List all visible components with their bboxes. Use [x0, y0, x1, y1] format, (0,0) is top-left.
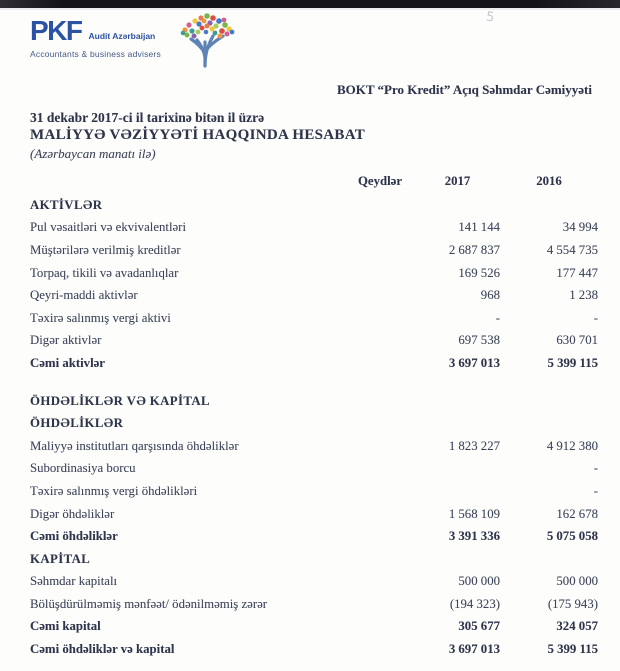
pkf-wordmark: PKF	[30, 15, 82, 46]
total-row	[0, 352, 620, 375]
total-row	[0, 525, 620, 548]
value-2017: 169 526	[458, 265, 500, 280]
row-label: Cəmi öhdəliklər və kapital	[30, 642, 175, 657]
value-2016: 1 238	[569, 288, 598, 303]
total-row	[0, 638, 620, 661]
value-2016: 4 912 380	[546, 438, 598, 453]
value-2016: -	[593, 461, 598, 476]
row-label: Pul vəsaitləri və ekvivalentləri	[30, 220, 186, 235]
row-label: Qeyri-maddi aktivlər	[30, 288, 138, 303]
pkf-tagline: Accountants & business advisers	[30, 49, 161, 59]
table-row	[0, 503, 620, 526]
pkf-logo-block	[0, 0, 620, 73]
value-2016: 630 701	[556, 333, 598, 348]
pkf-division-label: Audit Azərbaijan	[88, 31, 156, 41]
row-label: Digər öhdəliklər	[30, 506, 115, 521]
value-2017: 3 697 013	[448, 642, 500, 657]
row-label: KAPİTAL	[30, 551, 91, 566]
column-header-2016: 2016	[536, 174, 562, 188]
value-2017: 1 823 227	[448, 438, 500, 453]
row-label: Təxirə salınmış vergi aktivi	[30, 310, 171, 325]
value-2016: 162 678	[556, 506, 598, 521]
value-2016: -	[593, 310, 598, 325]
column-header-notes: Qeydlər	[357, 174, 403, 188]
table-row	[0, 480, 620, 503]
statement-body	[0, 194, 620, 661]
table-row	[0, 217, 620, 240]
pencil-mark: 5	[485, 9, 496, 26]
value-2017: 141 144	[458, 220, 500, 235]
row-label: Cəmi kapital	[30, 619, 101, 634]
statement-period: 31 dekabr 2017-ci il tarixinə bitən il üzrə	[30, 110, 265, 125]
value-2016: 4 554 735	[546, 242, 598, 257]
total-row	[0, 616, 620, 639]
section-header	[0, 412, 620, 435]
value-2017: 3 391 336	[448, 529, 500, 544]
table-row	[0, 262, 620, 285]
table-column-headers	[0, 173, 620, 190]
statement-title-block	[0, 109, 620, 162]
table-row	[0, 571, 620, 594]
statement-title: MALİYYƏ VƏZİYYƏTİ HAQQINDA HESABAT	[30, 127, 366, 143]
table-row	[0, 330, 620, 353]
statement-currency-note: (Azərbaycan manatı ilə)	[30, 146, 156, 161]
row-label: AKTİVLƏR	[30, 197, 103, 212]
row-label: Subordinasiya borcu	[30, 461, 136, 476]
value-2017: 305 677	[458, 619, 500, 634]
table-row	[0, 435, 620, 458]
row-label: Maliyyə institutları qarşısında öhdəliklər	[30, 438, 239, 453]
section-header	[0, 548, 620, 571]
value-2016: 324 057	[556, 619, 598, 634]
company-name: BOKT “Pro Kredit” Açıq Səhmdar Cəmiyyəti	[336, 82, 592, 97]
table-row	[0, 593, 620, 616]
tree-logo-icon	[177, 12, 239, 73]
value-2017: -	[495, 310, 500, 325]
row-label: ÖHDƏLİKLƏR VƏ KAPİTAL	[30, 393, 210, 408]
value-2016: -	[593, 483, 598, 498]
value-2016: (175 943)	[547, 596, 598, 611]
value-2017: 697 538	[458, 333, 500, 348]
row-label: ÖHDƏLİKLƏR	[30, 416, 124, 431]
row-label: Cəmi öhdəliklər	[30, 529, 118, 544]
row-label: Bölüşdürülməmiş mənfəət/ ödənilməmiş zərər	[30, 596, 268, 611]
row-label: Səhmdar kapitalı	[30, 574, 118, 589]
value-2017: 968	[480, 288, 500, 303]
table-row	[0, 458, 620, 481]
value-2017: 500 000	[458, 574, 500, 589]
row-label: Müştərilərə verilmiş kreditlər	[30, 242, 181, 257]
section-header	[0, 194, 620, 217]
table-row	[0, 284, 620, 307]
row-label: Digər aktivlər	[30, 333, 102, 348]
row-label: Təxirə salınmış vergi öhdəlikləri	[30, 483, 198, 498]
pkf-logo	[30, 15, 161, 59]
table-row	[0, 239, 620, 262]
table-row	[0, 307, 620, 330]
value-2017: 1 568 109	[448, 506, 500, 521]
row-label: Cəmi aktivlər	[30, 355, 105, 370]
value-2016: 177 447	[556, 265, 598, 280]
value-2016: 500 000	[556, 574, 598, 589]
value-2017: 2 687 837	[448, 242, 500, 257]
section-header	[0, 390, 620, 413]
value-2016: 5 399 115	[547, 642, 598, 657]
value-2017: (194 323)	[449, 596, 500, 611]
value-2016: 5 075 058	[546, 529, 598, 544]
section-gap	[0, 375, 620, 390]
value-2016: 34 994	[562, 220, 598, 235]
value-2016: 5 399 115	[547, 355, 598, 370]
scan-edge-artifact	[0, 0, 620, 10]
value-2017: 3 697 013	[448, 355, 500, 370]
row-label: Torpaq, tikili və avadanlıqlar	[30, 265, 179, 280]
column-header-2017: 2017	[444, 174, 471, 188]
